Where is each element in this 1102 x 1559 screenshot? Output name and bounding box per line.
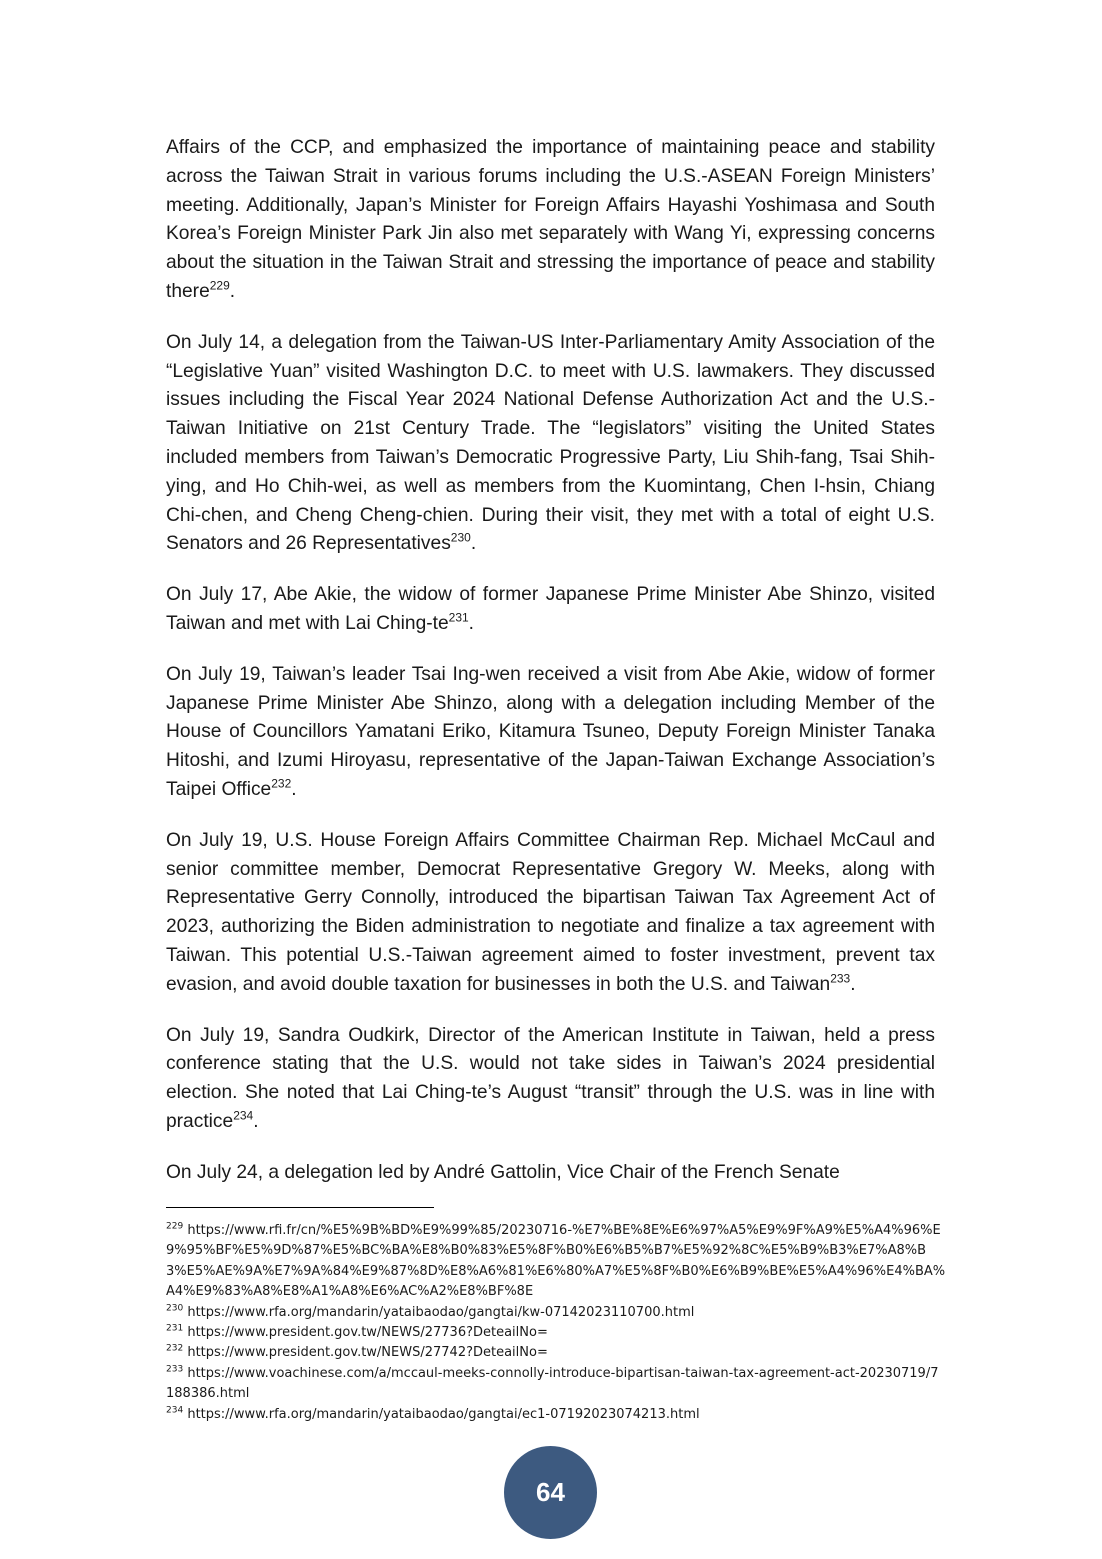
footnote-number: 230 <box>166 1303 184 1314</box>
footnote-ref[interactable]: 233 <box>830 971 851 986</box>
footnote-divider <box>166 1207 434 1208</box>
footnote-number: 231 <box>166 1323 184 1334</box>
footnote <box>166 1405 946 1425</box>
footnote <box>166 1364 946 1405</box>
paragraph: Affairs of the CCP, and emphasized the importance of maintaining peace and stability across the Taiwan Strait in various forums including the U.S.-ASEAN Foreign Ministers’ meeting. Additionally, Japan’s Minister for Foreign Affairs Hayashi Yoshimasa and South Korea’s Foreign Minister Park Jin also met separately with Wang Yi, expressing concerns about the situation in the Taiwan Strait and stressing the importance of peace and stability there$^{229}$. <box>166 137 935 302</box>
page-number: 64 <box>536 1477 565 1507</box>
footnote-number: 229 <box>166 1221 184 1232</box>
footnote-link[interactable]: https://www.president.gov.tw/NEWS/27736?DeteailNo= <box>187 1325 548 1341</box>
footnote <box>166 1323 946 1343</box>
footnote-link[interactable]: https://www.rfa.org/mandarin/yataibaodao/gangtai/kw-07142023110700.html <box>187 1304 695 1320</box>
footnote-ref[interactable]: 231 <box>448 610 469 625</box>
footnotes <box>166 1221 946 1425</box>
footnote <box>166 1343 946 1363</box>
footnote-number: 233 <box>166 1364 184 1375</box>
paragraph: On July 19, Taiwan’s leader Tsai Ing-wen received a visit from Abe Akie, widow of former Japanese Prime Minister Abe Shinzo, along with a delegation including Member of the House of Councillors Yamatani Eriko, Kitamura Tsuneo, Deputy Foreign Minister Tanaka Hitoshi, and Izumi Hiroyasu, representative of the Japan-Taiwan Exchange Association’s Taipei Office$^{232}$. <box>166 663 935 800</box>
body-text <box>166 134 935 1188</box>
paragraph: On July 14, a delegation from the Taiwan-US Inter-Parliamentary Amity Association of the “Legislative Yuan” visited Washington D.C. to meet with U.S. lawmakers. They discussed issues including the Fiscal Year 2024 National Defense Authorization Act and the U.S.-Taiwan Initiative on 21st Century Trade. The “legislators” visiting the United States included members from Taiwan’s Democratic Progressive Party, Liu Shih-fang, Tsai Shih-ying, and Ho Chih-wei, as well as members from the Kuomintang, Chen I-hsin, Chiang Chi-chen, and Cheng Cheng-chien. During their visit, they met with a total of eight U.S. Senators and 26 Representatives$^{230}$. <box>166 331 935 555</box>
paragraph: On July 19, U.S. House Foreign Affairs Committee Chairman Rep. Michael McCaul and senior committee member, Democrat Representative Gregory W. Meeks, along with Representative Gerry Connolly, introduced the bipartisan Taiwan Tax Agreement Act of 2023, authorizing the Biden administration to negotiate and finalize a tax agreement with Taiwan. This potential U.S.-Taiwan agreement aimed to foster investment, prevent tax evasion, and avoid double taxation for businesses in both the U.S. and Taiwan$^{233}$. <box>166 829 935 995</box>
footnote-ref[interactable]: 229 <box>209 278 230 293</box>
footnote <box>166 1221 946 1303</box>
paragraph: On July 17, Abe Akie, the widow of former Japanese Prime Minister Abe Shinzo, visited Taiwan and met with Lai Ching-$te^{231}$. <box>166 584 935 634</box>
footnote-link[interactable]: https://www.rfi.fr/cn/%E5%9B%BD%E9%99%85/20230716-%E7%BE%8E%E6%97%A5%E9%9F%A9%E5%A4%96%E9%95%BF%E5%9D%87%E5%BC%BA%E8%B0%83%E5%8F%B0%E6%B5%B7%E5%92%8C%E5%B9%B3%E7%A8%B3%E5%AE%9A%E7%9A%84%E9%87%8D%E8%A6%81%E6%80%A7%E5%8F%B0%E6%B9%BE%E5%A4%96%E4%BA%A4%E9%83%A8%E8%A1%A8%E6%AC%A2%E8%BF%8E <box>166 1223 946 1300</box>
footnote-link[interactable]: https://www.rfa.org/mandarin/yataibaodao/gangtai/ec1-07192023074213.html <box>187 1406 700 1422</box>
footnote-ref[interactable]: 230 <box>450 530 471 545</box>
footnote-link[interactable]: https://www.president.gov.tw/NEWS/27742?DeteailNo= <box>187 1345 548 1361</box>
footnote-number: 232 <box>166 1344 184 1355</box>
footnote-ref[interactable]: 232 <box>271 776 292 791</box>
footnote-number: 234 <box>166 1405 184 1416</box>
paragraph: On July 24, a delegation led by André Gattolin, Vice Chair of the French Senate <box>166 1161 840 1183</box>
footnote-link[interactable]: https://www.voachinese.com/a/mccaul-meeks-connolly-introduce-bipartisan-taiwan-tax-agreement-act-20230719/7188386.html <box>166 1365 939 1402</box>
footnote-ref[interactable]: 234 <box>233 1108 254 1123</box>
footnote <box>166 1303 946 1323</box>
paragraph: On July 19, Sandra Oudkirk, Director of the American Institute in Taiwan, held a press conference stating that the U.S. would not take sides in Taiwan’s 2024 presidential election. She noted that Lai Ching-te’s August “transit” through the U.S. was in line with practice$^{234}$. <box>166 1024 935 1132</box>
page-number-badge <box>504 1446 597 1539</box>
